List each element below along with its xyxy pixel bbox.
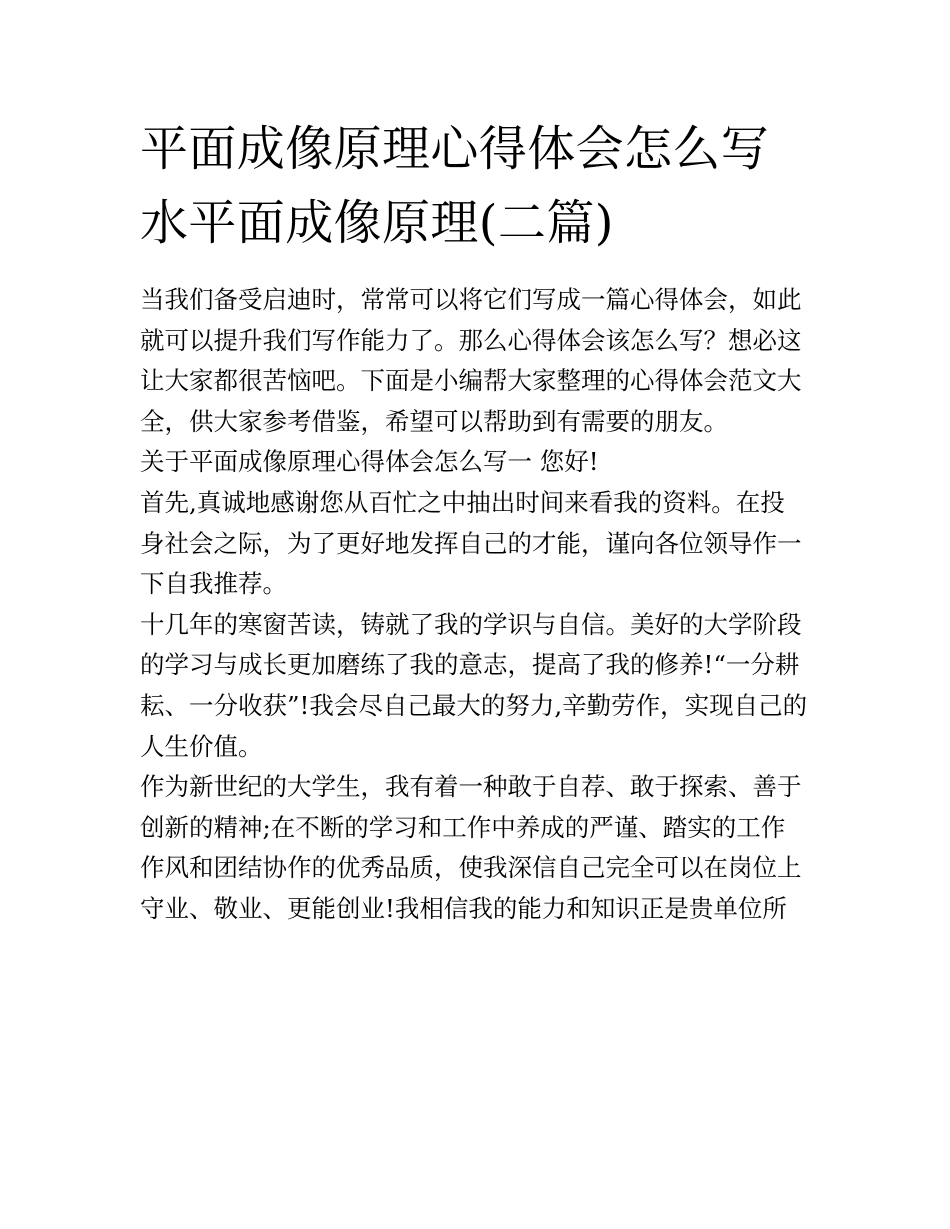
title-line: 水平面成像原理(二篇) — [140, 195, 614, 251]
body-paragraph — [140, 605, 830, 767]
text-line: 创新的精神;在不断的学习和工作中养成的严谨、踏实的工作 — [140, 812, 786, 842]
body-paragraph — [140, 767, 830, 929]
document-body — [140, 280, 830, 930]
text-line: 就可以提升我们写作能力了。那么心得体会该怎么写？想必这 — [140, 325, 802, 355]
text-line: 当我们备受启迪时，常常可以将它们写成一篇心得体会，如此 — [140, 285, 802, 314]
text-line: 关于平面成像原理心得体会怎么写一 您好! — [140, 447, 599, 477]
text-line: 下自我推荐。 — [140, 569, 287, 599]
text-line: 的学习与成长更加磨练了我的意志，提高了我的修养!“一分耕 — [140, 650, 800, 680]
text-line: 作为新世纪的大学生，我有着一种敢于自荐、敢于探索、善于 — [140, 772, 802, 802]
title-line: 平面成像原理心得体会怎么写 — [140, 121, 770, 177]
text-line: 首先,真诚地感谢您从百忙之中抽出时间来看我的资料。在投 — [140, 487, 785, 517]
text-line: 耘、一分收获”!我会尽自己最大的努力,辛勤劳作，实现自己的 — [140, 690, 808, 720]
intro-paragraph — [140, 280, 830, 442]
text-line: 全，供大家参考借鉴，希望可以帮助到有需要的朋友。 — [140, 406, 728, 436]
section-heading-paragraph — [140, 442, 830, 483]
text-line: 人生价值。 — [140, 731, 263, 761]
body-paragraph — [140, 483, 830, 605]
document-title — [140, 112, 830, 260]
text-line: 十几年的寒窗苦读，铸就了我的学识与自信。美好的大学阶段 — [140, 609, 802, 639]
text-line: 让大家都很苦恼吧。下面是小编帮大家整理的心得体会范文大 — [140, 366, 802, 396]
text-line: 守业、敬业、更能创业!我相信我的能力和知识正是贵单位所 — [140, 893, 787, 923]
text-line: 身社会之际，为了更好地发挥自己的才能，谨向各位领导作一 — [140, 528, 802, 558]
text-line: 作风和团结协作的优秀品质，使我深信自己完全可以在岗位上 — [140, 853, 802, 883]
